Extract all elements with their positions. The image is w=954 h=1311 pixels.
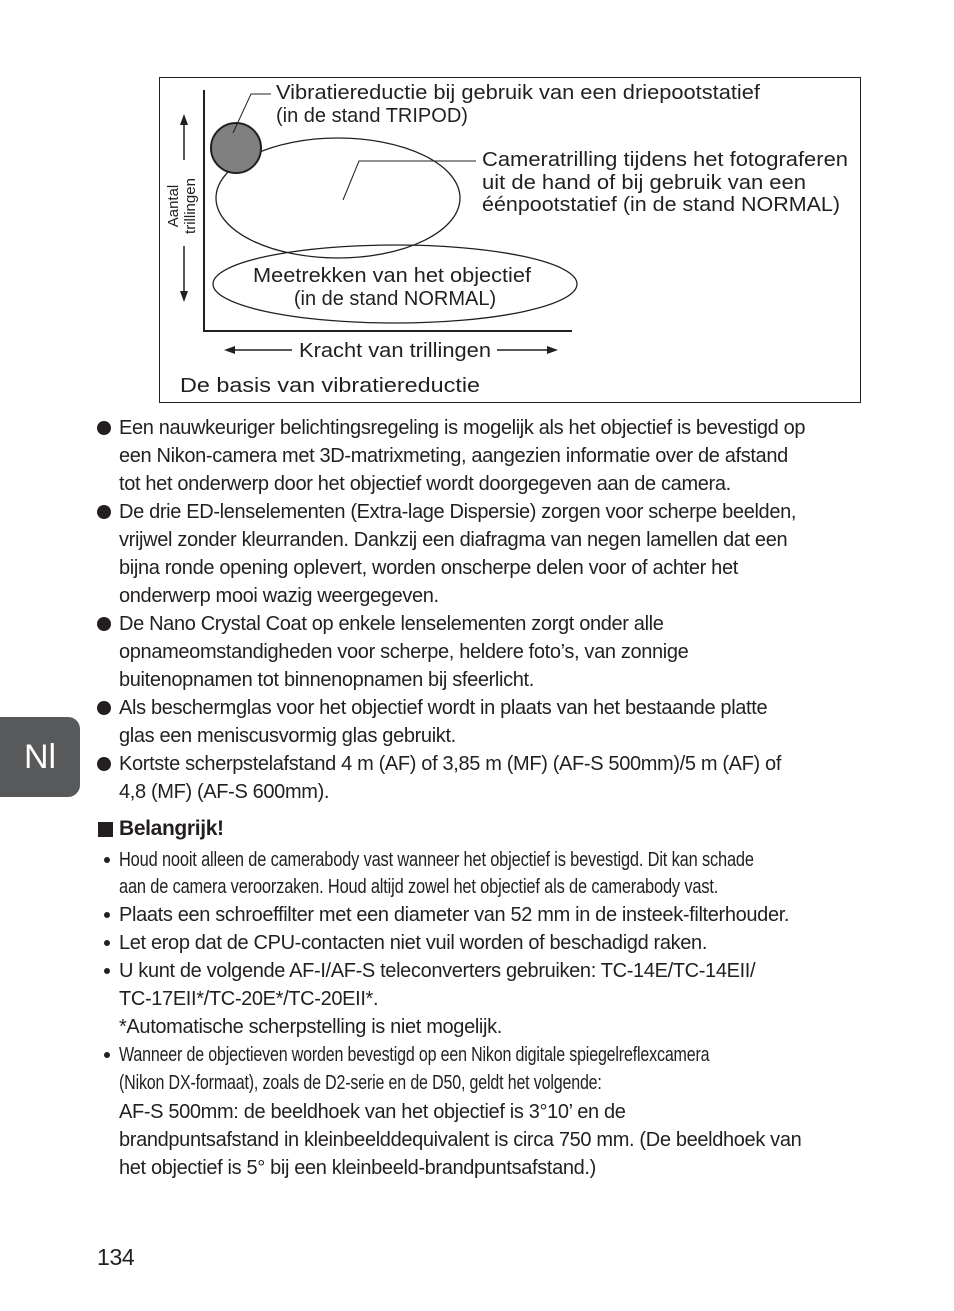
bullet-4-line: Als beschermglas voor het objectief wordt in plaats van het bestaande platte <box>119 697 768 719</box>
bullet-1-line: Een nauwkeuriger belichtingsregeling is mogelijk als het objectief is bevestigd op <box>119 417 806 439</box>
important-heading: Belangrijk! <box>119 817 224 840</box>
page-number: 134 <box>97 1244 135 1270</box>
small-bullet-icon <box>104 968 110 974</box>
important-4-line: U kunt de volgende AF-I/AF-S teleconverters gebruiken: TC-14E/TC-14EII/ <box>119 960 756 982</box>
tripod-label-1: Vibratiereductie bij gebruik van een driepootstatief <box>276 82 761 104</box>
diagram-frame <box>160 78 861 403</box>
language-tab: Nl <box>0 717 80 797</box>
important-4-line: TC-17EII*/TC-20E*/TC-20EII*. <box>119 988 379 1010</box>
important-1-line: Houd nooit alleen de camerabody vast wanneer het objectief is bevestigd. Dit kan schade <box>119 849 754 871</box>
important-5-line: (Nikon DX-formaat), zoals de D2-serie en de D50, geldt het volgende: <box>119 1072 602 1094</box>
small-bullet-icon <box>104 857 110 863</box>
square-bullet-icon <box>98 822 113 837</box>
handheld-label-3: éénpootstatief (in de stand NORMAL) <box>482 194 840 216</box>
bullet-3-line: buitenopnamen tot binnenopnamen bij sfeerlicht. <box>119 669 534 691</box>
important-5-line: brandpuntsafstand in kleinbeelddequivalent is circa 750 mm. (De beeldhoek van <box>119 1129 802 1151</box>
handheld-label-2: uit de hand of bij gebruik van een <box>482 172 806 194</box>
small-bullet-icon <box>104 912 110 918</box>
bullet-2-line: De drie ED-lenselementen (Extra-lage Dispersie) zorgen voor scherpe beelden, <box>119 501 797 523</box>
tripod-circle <box>211 123 261 173</box>
small-bullet-icon <box>104 1052 110 1058</box>
arrowhead-left-icon <box>224 346 235 354</box>
y-axis-label-1: Aantal <box>165 184 182 228</box>
important-3-line: Let erop dat de CPU-contacten niet vuil worden of beschadigd raken. <box>119 932 708 954</box>
important-1-line: aan de camera veroorzaken. Houd altijd zowel het objectief als de camerabody vast. <box>119 876 719 898</box>
bullet-icon <box>97 617 111 631</box>
important-5-line: Wanneer de objectieven worden bevestigd op een Nikon digitale spiegelreflexcamera <box>119 1044 710 1066</box>
bullet-4-line: glas een meniscusvormig glas gebruikt. <box>119 725 456 747</box>
bullet-icon <box>97 701 111 715</box>
handheld-leader-line <box>343 161 476 200</box>
important-4-footnote: *Automatische scherpstelling is niet mogelijk. <box>119 1016 502 1038</box>
bullet-2-line: onderwerp mooi wazig weergegeven. <box>119 585 439 607</box>
important-5-line: AF-S 500mm: de beeldhoek van het objectief is 3°10’ en de <box>119 1101 626 1123</box>
bullet-3-line: opnameomstandigheden voor scherpe, heldere foto’s, van zonnige <box>119 641 689 663</box>
y-axis-label-2: trillingen <box>182 178 199 234</box>
panning-label-1: Meetrekken van het objectief <box>253 265 532 287</box>
bullet-5-line: 4,8 (MF) (AF-S 600mm). <box>119 781 330 803</box>
bullet-1-line: een Nikon-camera met 3D-matrixmeting, aangezien informatie over de afstand <box>119 445 788 467</box>
vr-diagram <box>0 0 954 420</box>
bullet-icon <box>97 757 111 771</box>
panning-label-2: (in de stand NORMAL) <box>293 288 497 310</box>
tripod-label-2: (in de stand TRIPOD) <box>276 105 468 127</box>
bullet-2-line: bijna ronde opening oplevert, worden onscherpe delen voor of achter het <box>119 557 738 579</box>
bullet-2-line: vrijwel zonder kleurranden. Dankzij een diafragma van negen lamellen dat een <box>119 529 788 551</box>
handheld-label-1: Cameratrilling tijdens het fotograferen <box>482 149 848 171</box>
important-5-line: het objectief is 5° bij een kleinbeeld-brandpuntsafstand.) <box>119 1157 596 1179</box>
small-bullet-icon <box>104 940 110 946</box>
bullet-1-line: tot het onderwerp door het objectief wordt doorgegeven aan de camera. <box>119 473 731 495</box>
bullet-icon <box>97 421 111 435</box>
arrowhead-right-icon <box>547 346 558 354</box>
bullet-3-line: De Nano Crystal Coat op enkele lenselementen zorgt onder alle <box>119 613 664 635</box>
bullet-icon <box>97 505 111 519</box>
bullet-5-line: Kortste scherpstelafstand 4 m (AF) of 3,85 m (MF) (AF-S 500mm)/5 m (AF) of <box>119 753 782 775</box>
arrowhead-up-icon <box>180 114 188 125</box>
important-2-line: Plaats een schroeffilter met een diameter van 52 mm in de insteek-filterhouder. <box>119 904 790 926</box>
arrowhead-down-icon <box>180 291 188 302</box>
x-axis-label: Kracht van trillingen <box>299 340 491 362</box>
diagram-title: De basis van vibratiereductie <box>180 375 480 397</box>
